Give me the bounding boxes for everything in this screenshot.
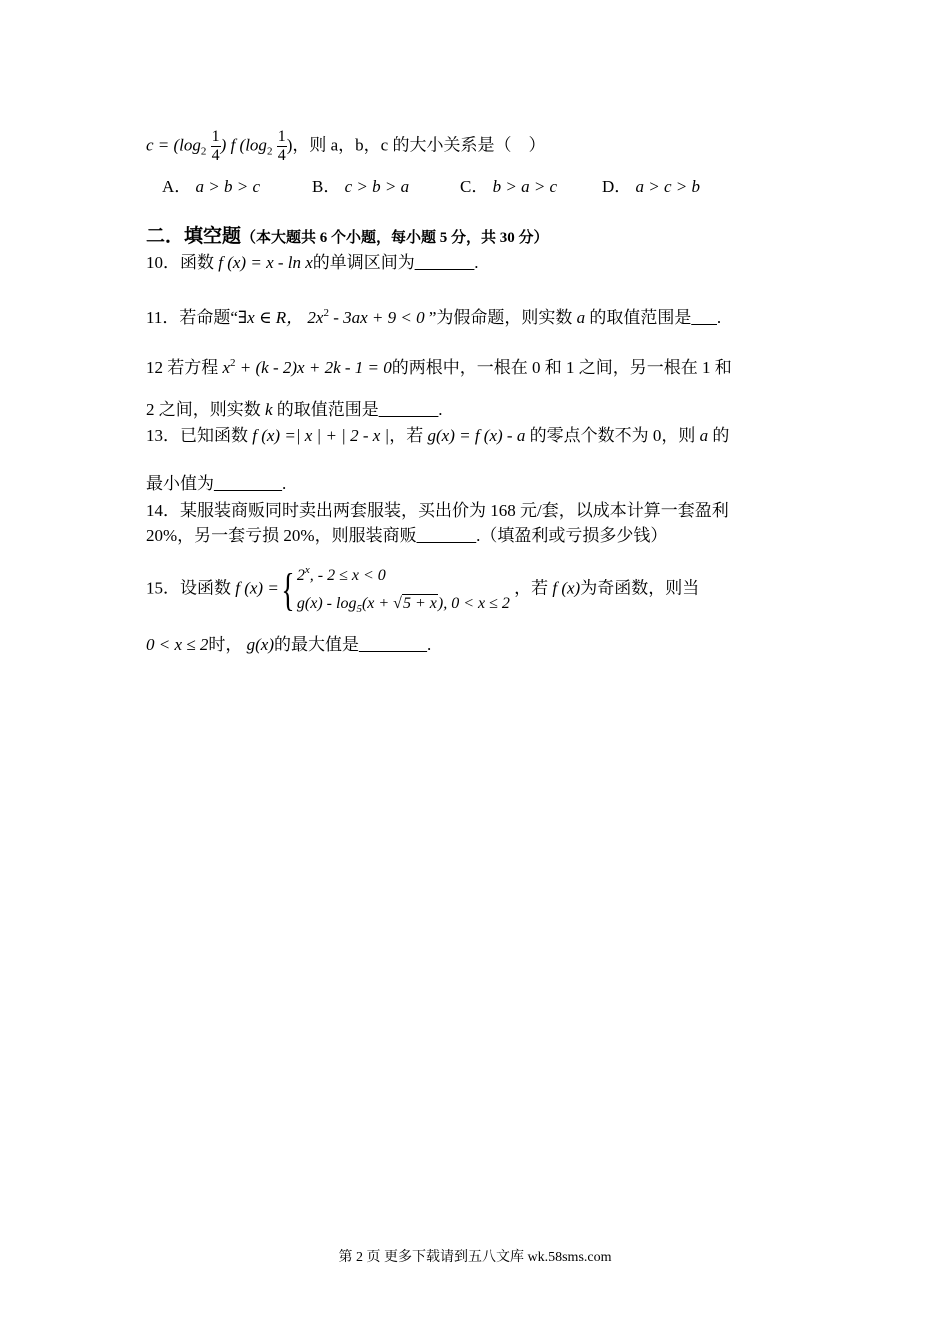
q11-text2: 的取值范围是 xyxy=(589,308,692,327)
q14-answer-blank: _______ xyxy=(416,526,477,545)
question-11 xyxy=(146,302,721,329)
q15-end: . xyxy=(426,635,432,654)
q9-frac-num-2: 1 xyxy=(277,128,286,145)
q15-text3: 时， xyxy=(208,635,243,654)
q15-f: f (x) = xyxy=(235,578,279,598)
q15-text2: 为奇函数，则当 xyxy=(580,578,700,598)
q9-log-base: 2 xyxy=(200,145,207,158)
q15-case1-a: 2 xyxy=(296,567,305,584)
section-title: 二．填空题 xyxy=(146,226,242,247)
q10-answer-blank: _______ xyxy=(414,253,475,272)
q12-lead: 12 若方程 xyxy=(146,358,219,377)
q15-case1-b: , - 2 ≤ x < 0 xyxy=(309,567,386,584)
question-12-line1 xyxy=(146,352,732,379)
q9-option-d[interactable] xyxy=(602,177,700,196)
q11-expr2: 2x xyxy=(307,308,324,327)
q15-fx: f (x) xyxy=(552,578,581,598)
q9-c-def: c = (log xyxy=(146,135,201,155)
question-13-line2 xyxy=(146,473,286,495)
q13-text: ，若 xyxy=(389,426,424,445)
q10-number: 10．函数 xyxy=(146,253,214,272)
q15-text4: 的最大值是 xyxy=(273,635,359,654)
question-10 xyxy=(146,252,479,274)
q9-option-b[interactable] xyxy=(312,176,460,198)
question-15-line2 xyxy=(146,634,431,656)
question-15-line1 xyxy=(146,556,699,623)
question-12-line2 xyxy=(146,399,443,421)
q15-case2-b: (x + xyxy=(361,595,394,612)
q13-f: f (x) =| x | + | 2 - x | xyxy=(252,426,390,445)
q15-case1 xyxy=(297,556,510,590)
q9-options xyxy=(162,176,700,198)
q15-gx: g(x) xyxy=(246,635,274,654)
q9-fraction-2 xyxy=(277,128,287,165)
section-heading xyxy=(146,226,549,249)
q11-end: . xyxy=(716,308,722,327)
q9-frac-num: 1 xyxy=(211,128,220,145)
q15-case2: $g(x) - \log_5(x + √5 + x)$, 0 < x ≤ 2 xyxy=(296,595,510,615)
q12-eq-a: x xyxy=(222,358,231,377)
q11-var: a xyxy=(576,308,586,327)
q9-option-c[interactable] xyxy=(460,176,602,198)
q11-number: 11．若命题“ xyxy=(146,308,238,327)
option-label: A． xyxy=(162,177,192,196)
section-note: （本大题共 6 个小题，每小题 5 分，共 30 分） xyxy=(241,230,549,246)
option-expr: b > a > c xyxy=(492,177,558,196)
left-brace-icon: { xyxy=(281,563,295,615)
q15-lead: 15．设函数 xyxy=(146,578,231,598)
q15-answer-blank: ________ xyxy=(358,635,427,654)
q15-case2-c: ), 0 < x ≤ 2 xyxy=(437,595,510,612)
q13-text2: 的零点个数不为 0，则 xyxy=(529,426,696,445)
option-label: B． xyxy=(312,177,341,196)
q9-question-text: )，则 a，b，c 的大小关系是（ ） xyxy=(286,135,546,155)
q9-mid: ) f (log xyxy=(220,135,267,155)
q10-text: 的单调区间为 xyxy=(312,253,415,272)
q11-sup: 2 xyxy=(323,307,329,319)
q12-eq-b: + (k - 2)x + 2k - 1 = 0 xyxy=(235,358,392,377)
question-14-line1 xyxy=(146,500,729,522)
question-13-line1 xyxy=(146,425,729,447)
q15-case1-sup: x xyxy=(304,564,310,576)
q13-g: g(x) = f (x) - a xyxy=(427,426,526,445)
option-label: C． xyxy=(460,177,489,196)
q14-text2: 20%，另一套亏损 20%，则服装商贩 xyxy=(146,526,417,545)
option-label: D． xyxy=(602,177,632,196)
q13-text4: 最小值为 xyxy=(146,474,214,493)
option-expr: a > b > c xyxy=(195,177,261,196)
q12-var: k xyxy=(265,400,273,419)
q9-fraction xyxy=(211,128,221,165)
option-expr: a > c > b xyxy=(635,177,701,196)
q12-end: . xyxy=(438,400,443,419)
q15-text: ，若 xyxy=(514,578,549,598)
q15-range: 0 < x ≤ 2 xyxy=(146,635,209,654)
q13-var: a xyxy=(699,426,709,445)
q9-log-base-2: 2 xyxy=(266,145,273,158)
q14-text: 14．某服装商贩同时卖出两套服装，买出价为 168 元/套，以成本计算一套盈利 xyxy=(146,501,729,520)
q11-expr1: ∃x ∈ R， xyxy=(237,308,304,327)
q10-end: . xyxy=(474,253,479,272)
option-expr: c > b > a xyxy=(344,177,410,196)
q12-text3: 的取值范围是 xyxy=(276,400,379,419)
q13-lead: 13．已知函数 xyxy=(146,426,248,445)
q15-sqrt: 5 + x xyxy=(402,595,437,612)
q11-text: ”为假命题，则实数 xyxy=(428,308,573,327)
q12-text2: 2 之间，则实数 xyxy=(146,400,261,419)
q13-end: . xyxy=(282,474,287,493)
q12-answer-blank: _______ xyxy=(378,400,439,419)
q15-case2-a: g(x) - log xyxy=(296,595,357,612)
q14-text3: .（填盈利或亏损多少钱） xyxy=(476,526,668,545)
question-14-line2 xyxy=(146,525,667,547)
q12-text: 的两根中，一根在 0 和 1 之间，另一根在 1 和 xyxy=(391,358,732,377)
q10-expr: f (x) = x - ln x xyxy=(218,253,313,272)
q9-frac-den: 4 xyxy=(211,147,220,164)
q11-expr3: - 3ax + 9 < 0 xyxy=(328,308,425,327)
q9-frac-den-2: 4 xyxy=(277,147,286,164)
q13-answer-blank: ________ xyxy=(214,474,282,493)
q13-text3: 的 xyxy=(712,426,730,445)
q9-option-a[interactable] xyxy=(162,176,312,198)
page-footer: 第 2 页 更多下载请到五八文库 wk.58sms.com xyxy=(338,1250,612,1265)
q11-answer-blank: ___ xyxy=(691,308,717,327)
q12-eq-sup: 2 xyxy=(230,357,236,369)
q15-case2-sub: 5 xyxy=(356,603,362,615)
q9-condition-line xyxy=(146,128,545,165)
q15-piecewise xyxy=(297,556,510,623)
